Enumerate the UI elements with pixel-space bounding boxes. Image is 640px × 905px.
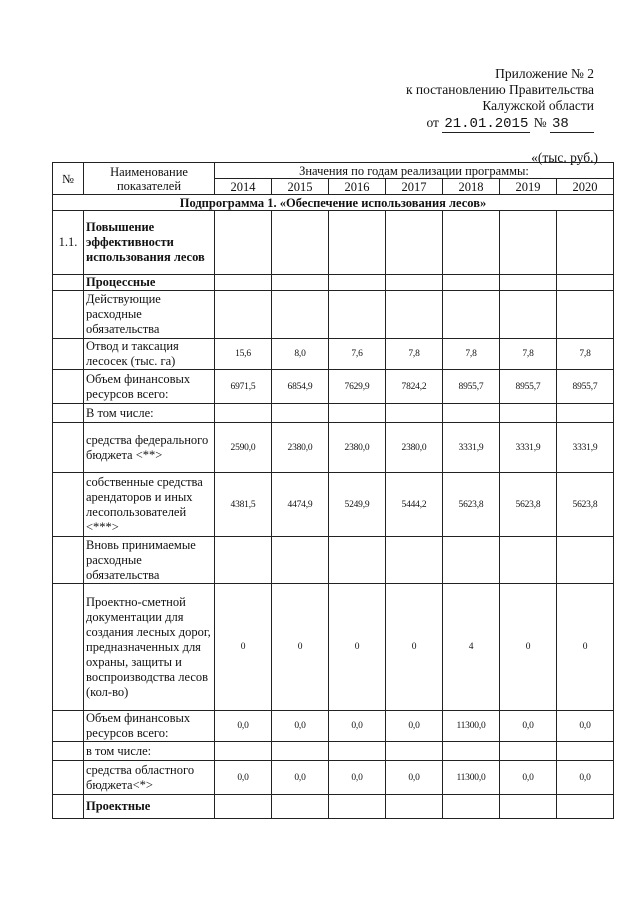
value-cell-2014: 0	[215, 584, 272, 711]
row-number	[53, 275, 84, 291]
value-cell-2014	[215, 795, 272, 819]
indicator-name: Отвод и таксация лесосек (тыс. га)	[84, 339, 215, 370]
value-cell-2014	[215, 211, 272, 275]
value-cell-2020: 0,0	[557, 711, 614, 742]
document-header	[406, 66, 594, 133]
value-cell-2015	[272, 211, 329, 275]
value-cell-2016	[329, 291, 386, 339]
value-cell-2015	[272, 795, 329, 819]
value-cell-2019: 7,8	[500, 339, 557, 370]
value-cell-2018: 7,8	[443, 339, 500, 370]
value-cell-2019: 5623,8	[500, 473, 557, 537]
table-row	[53, 211, 614, 275]
date-number-line	[406, 115, 594, 133]
value-cell-2020: 8955,7	[557, 370, 614, 404]
indicator-name: Процессные	[84, 275, 215, 291]
value-cell-2017: 7,8	[386, 339, 443, 370]
column-header-values: Значения по годам реализации программы:	[215, 163, 614, 179]
row-number	[53, 423, 84, 473]
value-cell-2017: 7824,2	[386, 370, 443, 404]
value-cell-2018: 8955,7	[443, 370, 500, 404]
value-cell-2014	[215, 275, 272, 291]
row-number: 1.1.	[53, 211, 84, 275]
value-cell-2014	[215, 291, 272, 339]
value-cell-2015	[272, 404, 329, 423]
year-header: 2017	[386, 179, 443, 195]
value-cell-2017	[386, 537, 443, 584]
value-cell-2020	[557, 742, 614, 761]
row-number	[53, 339, 84, 370]
row-number	[53, 761, 84, 795]
value-cell-2015	[272, 275, 329, 291]
value-cell-2014: 15,6	[215, 339, 272, 370]
row-number	[53, 404, 84, 423]
value-cell-2014: 2590,0	[215, 423, 272, 473]
value-cell-2017	[386, 291, 443, 339]
date-prefix: от	[426, 115, 439, 130]
value-cell-2016: 5249,9	[329, 473, 386, 537]
indicator-name: Действующие расходные обязательства	[84, 291, 215, 339]
value-cell-2017	[386, 404, 443, 423]
table-row	[53, 339, 614, 370]
value-cell-2016	[329, 211, 386, 275]
value-cell-2020	[557, 404, 614, 423]
value-cell-2016: 7629,9	[329, 370, 386, 404]
indicators-table	[52, 162, 614, 819]
row-number	[53, 537, 84, 584]
value-cell-2019: 8955,7	[500, 370, 557, 404]
value-cell-2016: 0	[329, 584, 386, 711]
indicator-name: средства федерального бюджета <**>	[84, 423, 215, 473]
value-cell-2015	[272, 291, 329, 339]
value-cell-2019	[500, 404, 557, 423]
value-cell-2016	[329, 795, 386, 819]
value-cell-2015: 0,0	[272, 761, 329, 795]
value-cell-2014	[215, 742, 272, 761]
table-row	[53, 761, 614, 795]
value-cell-2020	[557, 537, 614, 584]
subprogram-title: Подпрограмма 1. «Обеспечение использования лесов»	[53, 195, 614, 211]
indicator-name: собственные средства арендаторов и иных лесопользователей <***>	[84, 473, 215, 537]
value-cell-2014: 6971,5	[215, 370, 272, 404]
value-cell-2019	[500, 742, 557, 761]
value-cell-2016: 2380,0	[329, 423, 386, 473]
table-row	[53, 275, 614, 291]
value-cell-2016: 7,6	[329, 339, 386, 370]
value-cell-2017: 2380,0	[386, 423, 443, 473]
table-row	[53, 584, 614, 711]
subprogram-row	[53, 195, 614, 211]
value-cell-2015: 0,0	[272, 711, 329, 742]
value-cell-2019	[500, 275, 557, 291]
value-cell-2018	[443, 275, 500, 291]
resolution-date: 21.01.2015	[444, 116, 529, 132]
value-cell-2018	[443, 742, 500, 761]
value-cell-2018	[443, 537, 500, 584]
value-cell-2015	[272, 742, 329, 761]
value-cell-2015: 2380,0	[272, 423, 329, 473]
resolution-reference: к постановлению Правительства	[405, 82, 594, 97]
year-header: 2015	[272, 179, 329, 195]
value-cell-2018	[443, 291, 500, 339]
indicator-name: Проектные	[84, 795, 215, 819]
table-row	[53, 537, 614, 584]
indicator-name: Объем финансовых ресурсов всего:	[84, 370, 215, 404]
value-cell-2020: 0	[557, 584, 614, 711]
value-cell-2018: 11300,0	[443, 711, 500, 742]
row-number	[53, 473, 84, 537]
value-cell-2014: 0,0	[215, 761, 272, 795]
indicator-name: Повышение эффективности использования лесов	[84, 211, 215, 275]
indicator-name: Проектно-сметной документации для создания лесных дорог, предназначенных для охраны, защиты и воспроизводства лесов (кол-во)	[84, 584, 215, 711]
value-cell-2014: 4381,5	[215, 473, 272, 537]
value-cell-2017	[386, 211, 443, 275]
number-prefix: №	[533, 115, 547, 130]
row-number	[53, 742, 84, 761]
value-cell-2019	[500, 537, 557, 584]
value-cell-2020: 3331,9	[557, 423, 614, 473]
value-cell-2020	[557, 291, 614, 339]
column-header-number: №	[53, 163, 84, 195]
year-header: 2018	[443, 179, 500, 195]
value-cell-2015: 8,0	[272, 339, 329, 370]
value-cell-2016	[329, 537, 386, 584]
value-cell-2017	[386, 795, 443, 819]
row-number	[53, 291, 84, 339]
value-cell-2018: 5623,8	[443, 473, 500, 537]
value-cell-2016: 0,0	[329, 711, 386, 742]
value-cell-2020	[557, 795, 614, 819]
value-cell-2014	[215, 404, 272, 423]
units-label: «(тыс. руб.)	[531, 150, 598, 165]
indicator-name: Объем финансовых ресурсов всего:	[84, 711, 215, 742]
year-header: 2019	[500, 179, 557, 195]
value-cell-2016	[329, 742, 386, 761]
value-cell-2015: 4474,9	[272, 473, 329, 537]
value-cell-2019: 0,0	[500, 711, 557, 742]
resolution-number: 38	[550, 116, 594, 133]
value-cell-2017	[386, 275, 443, 291]
value-cell-2017	[386, 742, 443, 761]
table-row	[53, 795, 614, 819]
value-cell-2018: 3331,9	[443, 423, 500, 473]
value-cell-2015: 0	[272, 584, 329, 711]
table-row	[53, 370, 614, 404]
value-cell-2019: 0,0	[500, 761, 557, 795]
region-name: Калужской области	[482, 98, 594, 113]
indicator-name: средства областного бюджета<*>	[84, 761, 215, 795]
appendix-title: Приложение № 2	[495, 66, 594, 81]
table-row	[53, 711, 614, 742]
value-cell-2015: 6854,9	[272, 370, 329, 404]
value-cell-2018	[443, 211, 500, 275]
value-cell-2020	[557, 275, 614, 291]
value-cell-2018: 4	[443, 584, 500, 711]
table-row	[53, 473, 614, 537]
value-cell-2019	[500, 795, 557, 819]
value-cell-2017: 5444,2	[386, 473, 443, 537]
year-header: 2014	[215, 179, 272, 195]
value-cell-2014	[215, 537, 272, 584]
column-header-name: Наименование показателей	[84, 163, 215, 195]
value-cell-2020: 5623,8	[557, 473, 614, 537]
value-cell-2016	[329, 275, 386, 291]
value-cell-2019: 3331,9	[500, 423, 557, 473]
row-number	[53, 370, 84, 404]
value-cell-2017: 0	[386, 584, 443, 711]
indicator-name: Вновь принимаемые расходные обязательства	[84, 537, 215, 584]
table-row	[53, 291, 614, 339]
value-cell-2019	[500, 291, 557, 339]
value-cell-2015	[272, 537, 329, 584]
value-cell-2017: 0,0	[386, 761, 443, 795]
value-cell-2020: 7,8	[557, 339, 614, 370]
value-cell-2018: 11300,0	[443, 761, 500, 795]
table-row	[53, 423, 614, 473]
row-number	[53, 711, 84, 742]
value-cell-2014: 0,0	[215, 711, 272, 742]
table-row	[53, 404, 614, 423]
row-number	[53, 584, 84, 711]
value-cell-2017: 0,0	[386, 711, 443, 742]
value-cell-2020: 0,0	[557, 761, 614, 795]
value-cell-2019: 0	[500, 584, 557, 711]
row-number	[53, 795, 84, 819]
value-cell-2020	[557, 211, 614, 275]
indicator-name: в том числе:	[84, 742, 215, 761]
indicator-name: В том числе:	[84, 404, 215, 423]
table-row	[53, 742, 614, 761]
year-header: 2020	[557, 179, 614, 195]
value-cell-2016	[329, 404, 386, 423]
value-cell-2016: 0,0	[329, 761, 386, 795]
year-header: 2016	[329, 179, 386, 195]
value-cell-2019	[500, 211, 557, 275]
value-cell-2018	[443, 795, 500, 819]
value-cell-2018	[443, 404, 500, 423]
